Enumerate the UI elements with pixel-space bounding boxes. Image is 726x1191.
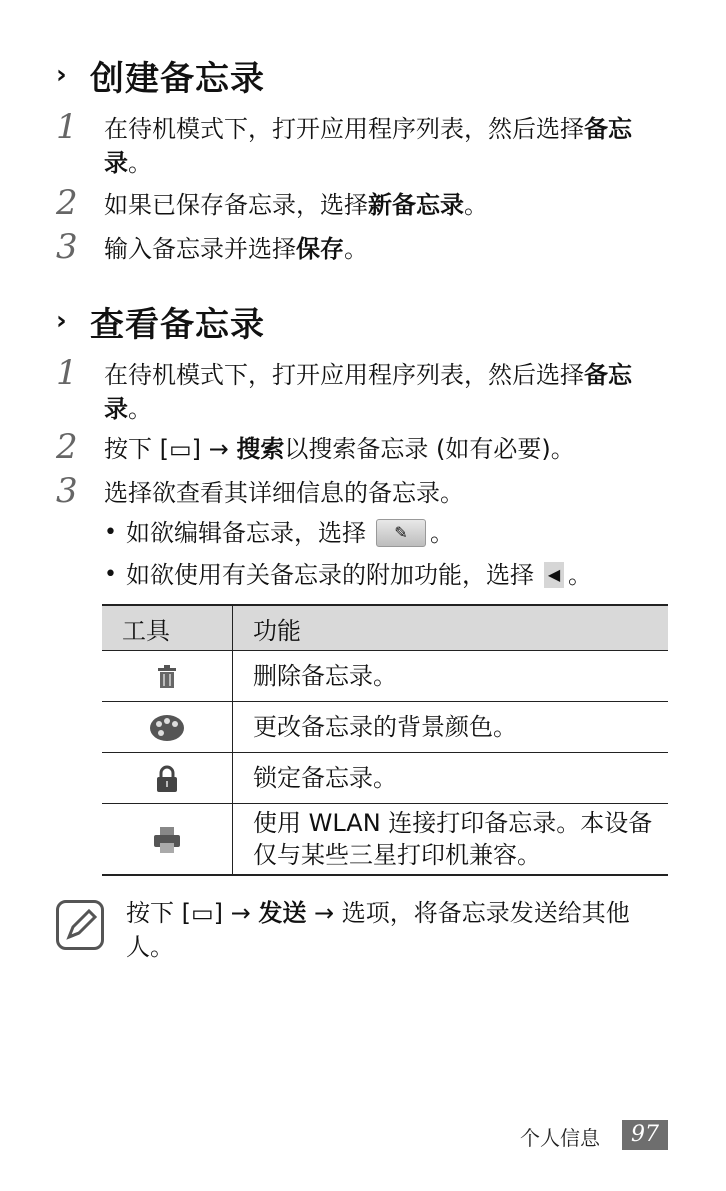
page-number: 97 (622, 1120, 668, 1150)
step-item (56, 353, 668, 426)
bullet-text: 如欲编辑备忘录，选择 (126, 519, 366, 547)
table-header-row (102, 605, 668, 651)
footer-section-label: 个人信息 (520, 1126, 600, 1150)
printer-icon (153, 827, 181, 853)
bullet-item: • 如欲使用有关备忘录的附加功能，选择 ◀ 。 (104, 558, 668, 592)
header-function: 功能 (233, 605, 669, 651)
step-number: 1 (56, 353, 78, 393)
step-item (56, 107, 668, 180)
section-heading-create (56, 52, 265, 98)
step-text: 在待机模式下，打开应用程序列表，然后选择备忘录。 (104, 361, 632, 423)
section-arrow-icon: › (56, 306, 67, 336)
table-row (102, 651, 668, 702)
step-text: 按下 [▭] → 搜索以搜索备忘录 (如有必要)。 (104, 432, 668, 466)
step-text: 输入备忘录并选择保存。 (104, 235, 368, 263)
step-item (56, 227, 668, 267)
step-text: 如果已保存备忘录，选择新备忘录。 (104, 191, 488, 219)
section-heading-view (56, 298, 265, 344)
menu-key-icon: [▭] (181, 899, 224, 927)
step-item (56, 471, 668, 511)
table-cell: 删除备忘录。 (233, 651, 669, 702)
trash-icon (157, 665, 177, 689)
palette-icon (149, 714, 185, 742)
note-block (56, 896, 668, 964)
step-text: 在待机模式下，打开应用程序列表，然后选择备忘录。 (104, 115, 632, 177)
step-item (56, 427, 668, 467)
lock-icon (155, 765, 179, 793)
table-cell: 使用 WLAN 连接打印备忘录。本设备仅与某些三星打印机兼容。 (233, 804, 669, 876)
table-cell: 锁定备忘录。 (233, 753, 669, 804)
step-item (56, 183, 668, 223)
section-arrow-icon: › (56, 60, 67, 90)
step-text: 选择欲查看其详细信息的备忘录。 (104, 479, 464, 507)
section-title: 创建备忘录 (90, 58, 265, 99)
step-number: 3 (56, 227, 78, 267)
step-number: 2 (56, 183, 78, 223)
header-tool: 工具 (102, 605, 233, 651)
table-row (102, 804, 668, 876)
table-row (102, 753, 668, 804)
note-text: 按下 [▭] → 发送 → 选项，将备忘录发送给其他人。 (126, 896, 668, 964)
step-number: 2 (56, 427, 78, 467)
menu-key-icon: [▭] (159, 435, 202, 463)
back-arrow-icon: ◀ (544, 562, 564, 588)
pencil-icon: ✎ (376, 519, 426, 547)
step-number: 1 (56, 107, 78, 147)
bullet-item: • 如欲编辑备忘录，选择 ✎ 。 (104, 516, 668, 550)
note-icon (56, 900, 104, 950)
table-row (102, 702, 668, 753)
section-title: 查看备忘录 (90, 304, 265, 345)
tools-table (102, 604, 668, 876)
table-cell: 更改备忘录的背景颜色。 (233, 702, 669, 753)
step-number: 3 (56, 471, 78, 511)
bullet-text: 如欲使用有关备忘录的附加功能，选择 (126, 561, 534, 589)
